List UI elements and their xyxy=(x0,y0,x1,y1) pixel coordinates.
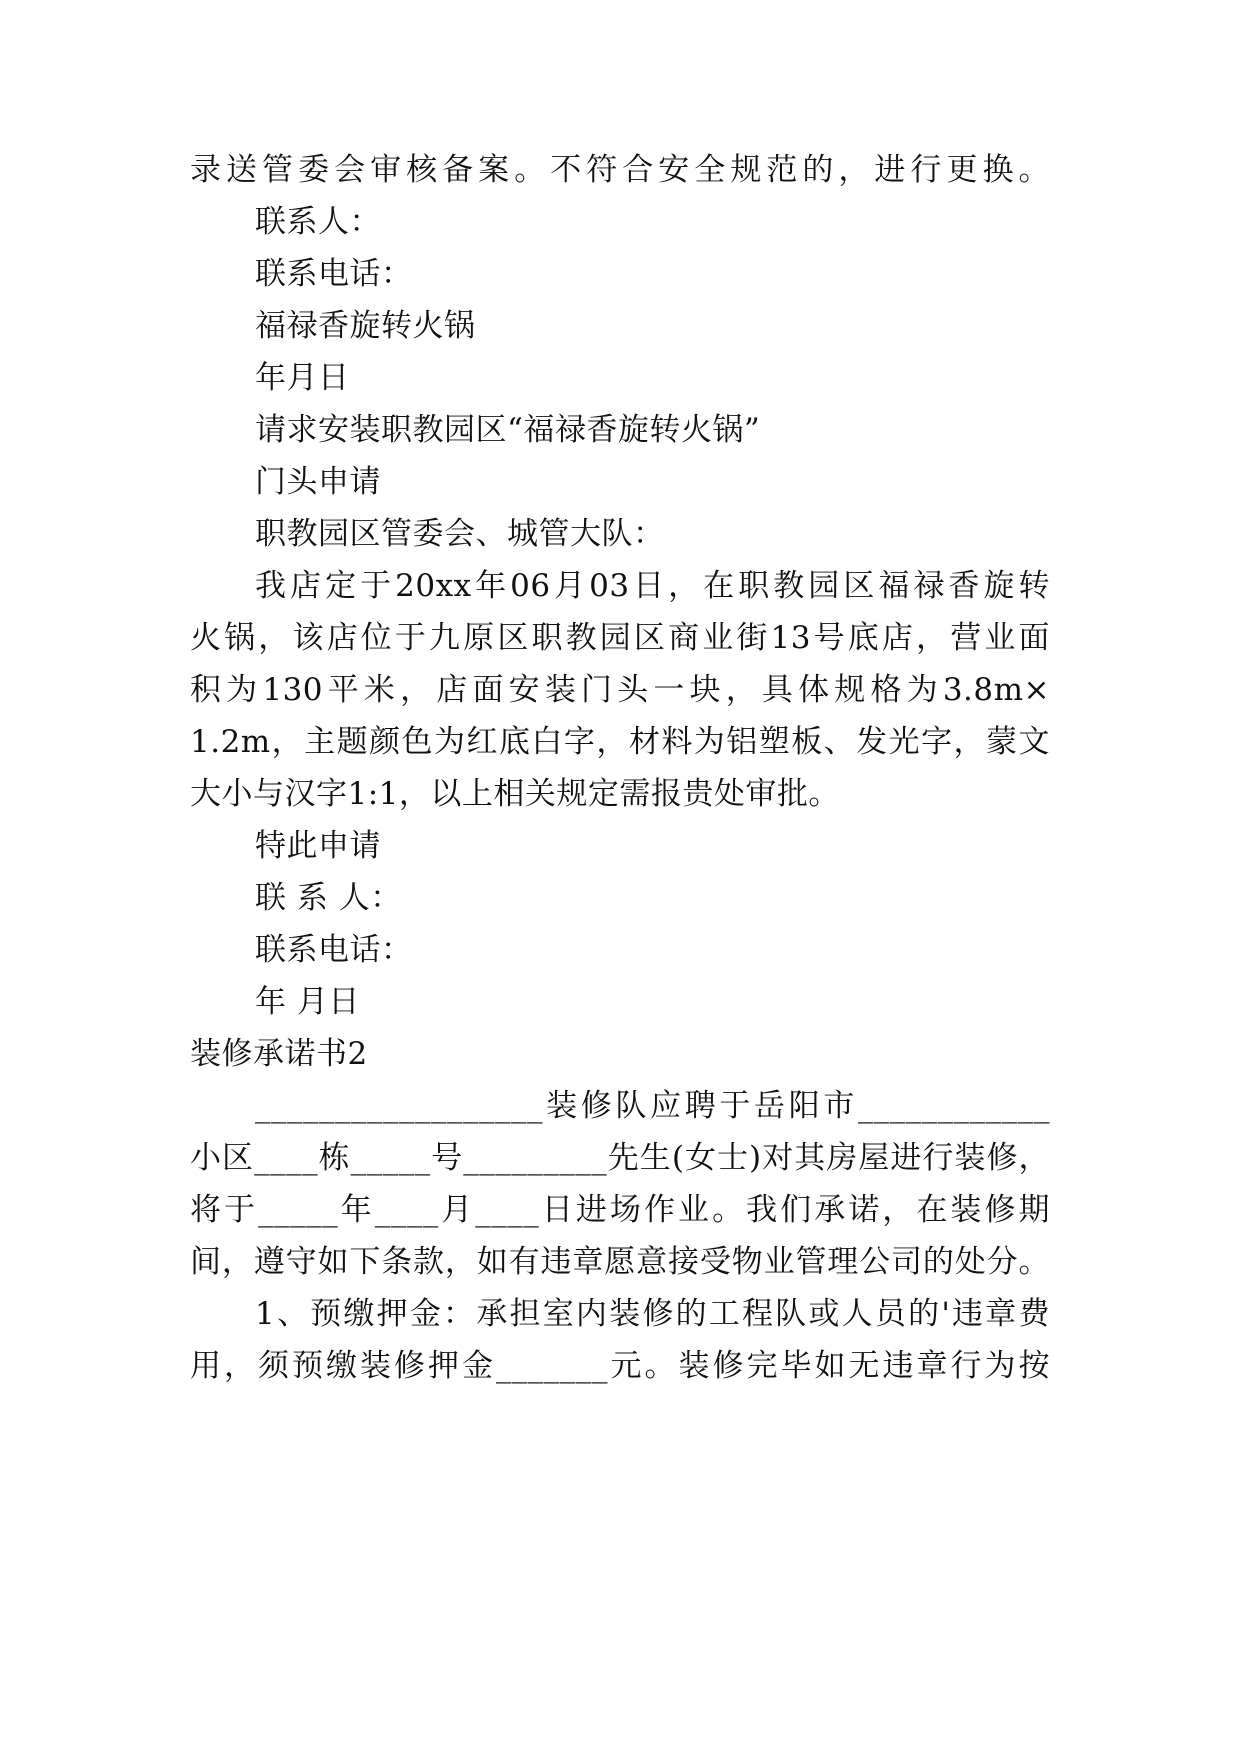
paragraph-line: 间，遵守如下条款，如有违章愿意接受物业管理公司的处分。 xyxy=(190,1244,1050,1280)
addressee: 职教园区管委会、城管大队： xyxy=(255,516,665,552)
paragraph-line: 小区____栋_____号_________先生(女士)对其房屋进行装修， xyxy=(190,1140,1050,1176)
paragraph-line: 火锅，该店位于九原区职教园区商业街13号底店，营业面 xyxy=(190,620,1050,656)
request-title-continued: 门头申请 xyxy=(255,464,381,500)
date-label: 年月日 xyxy=(255,360,350,396)
text-line: 录送管委会审核备案。不符合安全规范的，进行更换。 xyxy=(190,152,1050,188)
contact-phone-label: 联系电话： xyxy=(255,932,413,968)
paragraph-line: 1、预缴押金：承担室内装修的工程队或人员的'违章费 xyxy=(255,1296,1050,1332)
request-title: 请求安装职教园区“福禄香旋转火锅” xyxy=(255,412,761,448)
paragraph-line: 1.2m，主题颜色为红底白字，材料为铝塑板、发光字，蒙文 xyxy=(190,724,1050,760)
contact-person-label: 联系人： xyxy=(255,204,381,240)
section-heading: 装修承诺书2 xyxy=(190,1036,368,1072)
restaurant-name: 福禄香旋转火锅 xyxy=(255,308,476,344)
paragraph-line: __________________装修队应聘于岳阳市____________ xyxy=(255,1088,1050,1124)
paragraph-line: 将于_____年____月____日进场作业。我们承诺，在装修期 xyxy=(190,1192,1050,1228)
paragraph-line: 大小与汉字1:1，以上相关规定需报贵处审批。 xyxy=(190,776,840,812)
paragraph-line: 我店定于20xx年06月03日，在职教园区福禄香旋转 xyxy=(255,568,1050,604)
paragraph-line: 用，须预缴装修押金_______元。装修完毕如无违章行为按 xyxy=(190,1348,1050,1384)
date-label: 年 月日 xyxy=(255,984,360,1020)
contact-phone-label: 联系电话： xyxy=(255,256,413,292)
closing-phrase: 特此申请 xyxy=(255,828,381,864)
contact-person-label: 联 系 人： xyxy=(255,880,402,916)
paragraph-line: 积为130平米，店面安装门头一块，具体规格为3.8m× xyxy=(190,672,1050,708)
